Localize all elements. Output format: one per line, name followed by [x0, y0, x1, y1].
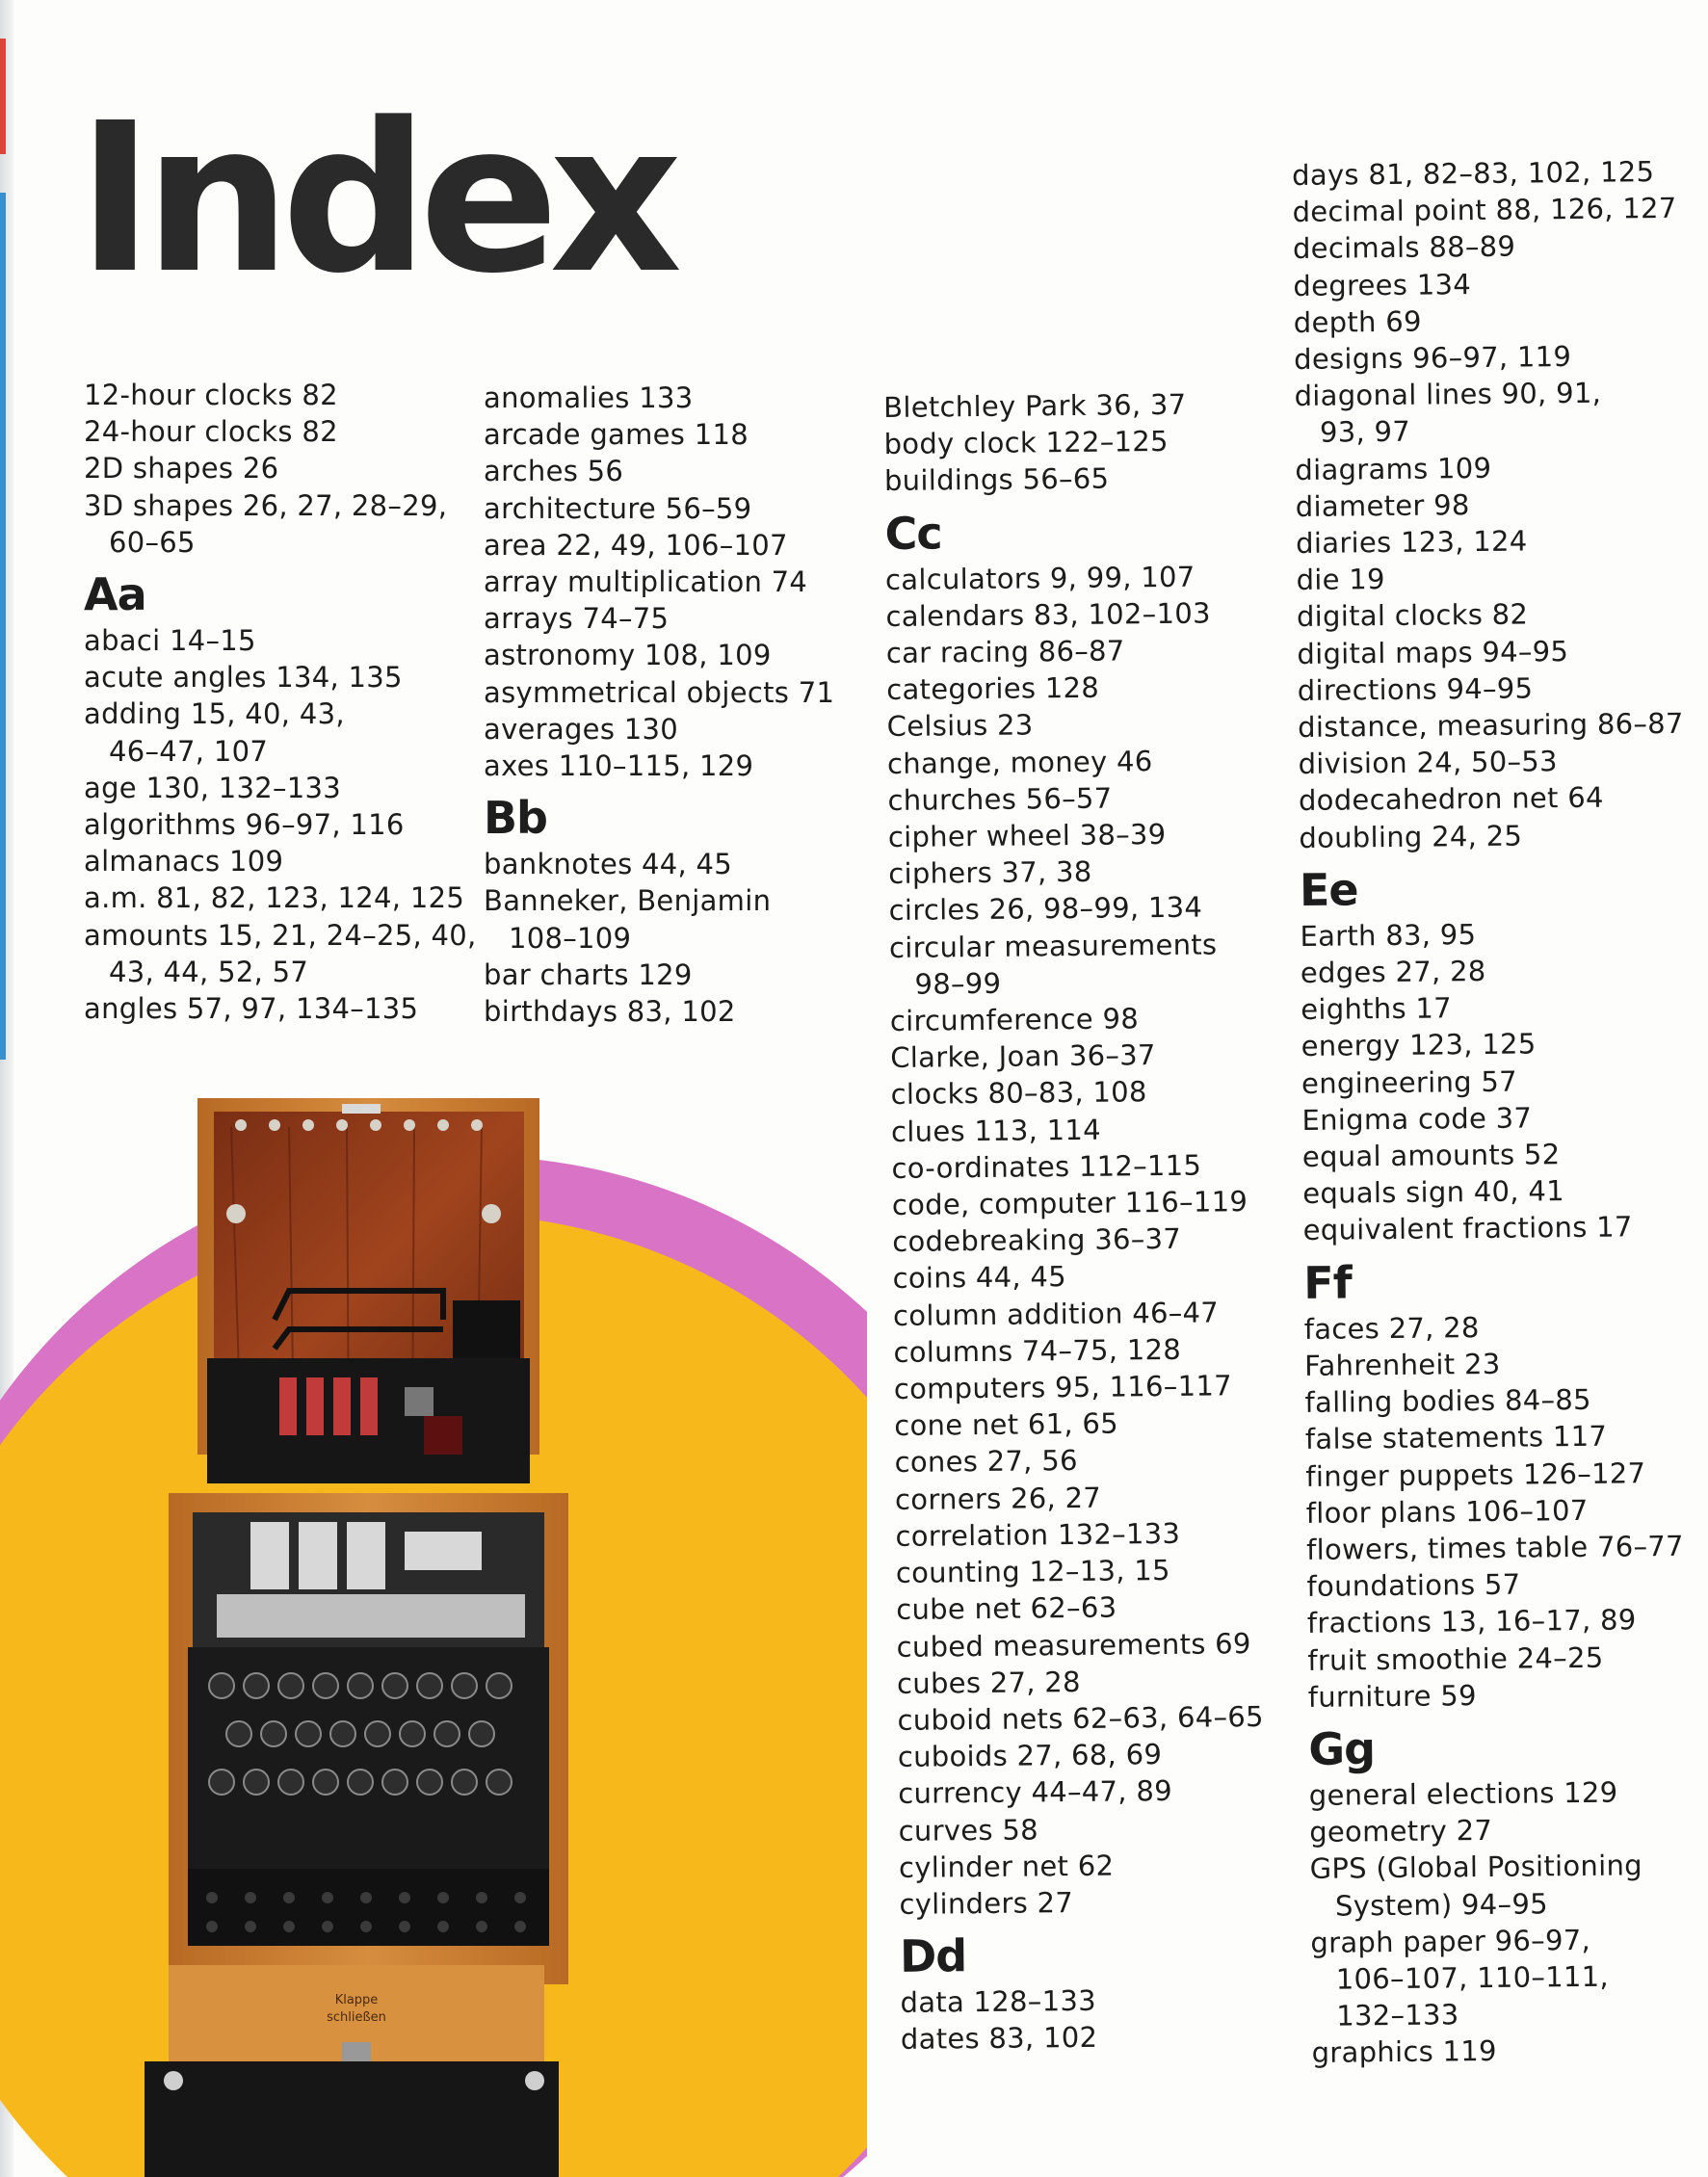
index-entry: code, computer 116–119 [891, 1185, 1248, 1222]
index-entry: buildings 56–65 [883, 461, 1110, 498]
index-entry: correlation 132–133 [895, 1516, 1181, 1553]
index-entry: falling bodies 84–85 [1304, 1382, 1591, 1420]
index-entry: digital maps 94–95 [1297, 634, 1569, 670]
index-entry: degrees 134 [1293, 267, 1472, 302]
index-entry: age 130, 132–133 [84, 771, 342, 804]
index-entry: cylinders 27 [899, 1885, 1074, 1921]
index-entry: days 81, 82–83, 102, 125 [1292, 155, 1655, 192]
index-entry: co-ordinates 112–115 [891, 1148, 1202, 1185]
index-entry: foundations 57 [1306, 1567, 1521, 1604]
index-entry: computers 95, 116–117 [893, 1369, 1233, 1406]
index-entry: circular measurements [888, 928, 1218, 964]
index-entry: distance, measuring 86–87 [1298, 706, 1684, 745]
index-entry: clues 113, 114 [890, 1113, 1102, 1148]
index-entry: abaci 14–15 [84, 624, 256, 658]
index-letter-heading: Ee [1299, 863, 1358, 916]
index-entry: dates 83, 102 [900, 2021, 1098, 2057]
index-entry: geometry 27 [1309, 1814, 1493, 1849]
index-entry: diameter 98 [1295, 487, 1470, 523]
index-entry: arcade games 118 [484, 418, 749, 452]
index-entry: column addition 46–47 [892, 1296, 1220, 1332]
index-entry: architecture 56–59 [484, 491, 752, 525]
index-entry: birthdays 83, 102 [484, 995, 736, 1029]
index-entry: banknotes 44, 45 [484, 848, 733, 881]
index-entry: almanacs 109 [84, 845, 284, 879]
index-entry: curves 58 [898, 1812, 1039, 1848]
index-entry-continuation: 60–65 [109, 525, 196, 559]
index-entry: cipher wheel 38–39 [887, 817, 1167, 854]
index-entry: corners 26, 27 [894, 1481, 1102, 1516]
index-entry: churches 56–57 [887, 781, 1113, 817]
index-entry: Earth 83, 95 [1300, 917, 1477, 953]
index-entry: arches 56 [484, 455, 624, 488]
index-entry: calendars 83, 102–103 [885, 596, 1211, 633]
index-entry: graph paper 96–97, [1310, 1923, 1591, 1959]
index-entry: car racing 86–87 [885, 634, 1125, 669]
index-entry: 2D shapes 26 [84, 452, 279, 485]
index-entry: columns 74–75, 128 [893, 1332, 1182, 1369]
index-entry: digital clocks 82 [1296, 597, 1529, 634]
index-entry: furniture 59 [1307, 1678, 1477, 1714]
index-entry-continuation: 46–47, 107 [109, 734, 269, 768]
index-entry: cubes 27, 28 [896, 1665, 1081, 1700]
index-entry: anomalies 133 [484, 381, 694, 414]
index-entry: Celsius 23 [886, 708, 1034, 744]
plate-label: schließen [327, 2010, 386, 2025]
index-entry: cones 27, 56 [894, 1444, 1078, 1480]
index-entry: adding 15, 40, 43, [84, 697, 345, 731]
index-entry: acute angles 134, 135 [84, 661, 403, 695]
index-entry: asymmetrical objects 71 [484, 675, 835, 709]
index-entry: equals sign 40, 41 [1302, 1174, 1565, 1211]
index-entry: energy 123, 125 [1301, 1027, 1537, 1063]
index-entry: astronomy 108, 109 [484, 639, 772, 672]
index-entry: currency 44–47, 89 [898, 1774, 1173, 1811]
index-entry: change, money 46 [886, 744, 1153, 780]
index-entry: Fahrenheit 23 [1303, 1347, 1501, 1382]
index-entry: ciphers 37, 38 [888, 854, 1092, 891]
index-entry-continuation: 132–133 [1336, 1998, 1459, 2033]
index-entry: bar charts 129 [484, 957, 693, 991]
index-entry: diaries 123, 124 [1296, 524, 1528, 561]
index-entry: depth 69 [1293, 304, 1422, 339]
index-entry: calculators 9, 99, 107 [884, 560, 1196, 596]
index-entry: amounts 15, 21, 24–25, 40, [84, 918, 477, 952]
index-entry: 24-hour clocks 82 [84, 415, 338, 449]
index-entry: directions 94–95 [1297, 671, 1534, 707]
index-entry: array multiplication 74 [484, 565, 808, 599]
index-entry: die 19 [1296, 563, 1386, 597]
plate-label: Klappe [334, 1993, 379, 2007]
index-letter-heading: Ff [1302, 1256, 1352, 1309]
index-entry: categories 128 [886, 670, 1100, 707]
index-entry: decimal point 88, 126, 127 [1292, 192, 1677, 229]
enigma-machine-illustration [0, 1069, 867, 2177]
index-entry: clocks 80–83, 108 [890, 1075, 1147, 1112]
index-entry: diagonal lines 90, 91, [1294, 376, 1602, 413]
index-entry-continuation: 98–99 [914, 966, 1002, 1001]
index-entry: codebreaking 36–37 [892, 1222, 1182, 1259]
index-column-2 [484, 380, 834, 1030]
index-letter-heading: Aa [84, 568, 146, 621]
spine-color-strip [0, 39, 6, 154]
index-entry: floor plans 106–107 [1305, 1493, 1589, 1530]
index-entry: body clock 122–125 [883, 425, 1169, 461]
index-letter-heading: Gg [1308, 1722, 1376, 1775]
index-entry: division 24, 50–53 [1298, 745, 1558, 781]
index-entry: cylinder net 62 [898, 1849, 1115, 1884]
page-title: Index [77, 79, 673, 319]
index-entry: angles 57, 97, 134–135 [84, 992, 419, 1026]
index-entry: flowers, times table 76–77 [1305, 1529, 1684, 1566]
index-entry: data 128–133 [900, 1983, 1097, 2020]
index-entry-continuation: 43, 44, 52, 57 [109, 955, 309, 988]
index-entry: faces 27, 28 [1303, 1310, 1480, 1346]
index-column-4 [1292, 153, 1697, 2072]
index-entry: a.m. 81, 82, 123, 124, 125 [84, 881, 465, 915]
index-entry: equivalent fractions 17 [1302, 1210, 1633, 1247]
spine-color-strip [0, 193, 6, 1060]
index-entry: algorithms 96–97, 116 [84, 808, 405, 842]
index-entry: fruit smoothie 24–25 [1307, 1640, 1604, 1677]
index-entry-continuation: System) 94–95 [1334, 1886, 1549, 1923]
index-entry: finger puppets 126–127 [1305, 1456, 1646, 1493]
index-entry: cone net 61, 65 [894, 1406, 1119, 1443]
index-entry: decimals 88–89 [1292, 229, 1516, 266]
index-entry: Bletchley Park 36, 37 [883, 387, 1187, 424]
index-entry: diagrams 109 [1295, 451, 1492, 486]
index-entry: Banneker, Benjamin [484, 884, 772, 918]
index-entry: cuboid nets 62–63, 64–65 [897, 1699, 1264, 1737]
index-entry: equal amounts 52 [1301, 1138, 1561, 1174]
index-entry: cube net 62–63 [896, 1590, 1117, 1627]
index-entry-continuation: 93, 97 [1319, 415, 1411, 450]
index-column-1 [84, 377, 477, 1027]
index-entry: cuboids 27, 68, 69 [897, 1738, 1163, 1774]
index-entry: designs 96–97, 119 [1294, 339, 1572, 377]
index-entry: edges 27, 28 [1300, 954, 1486, 990]
index-entry-continuation: 108–109 [509, 921, 632, 955]
index-entry: area 22, 49, 106–107 [484, 528, 788, 562]
index-entry: 12-hour clocks 82 [84, 379, 338, 411]
index-entry: 3D shapes 26, 27, 28–29, [84, 488, 448, 522]
index-entry-continuation: 106–107, 110–111, [1335, 1959, 1610, 1996]
index-entry: arrays 74–75 [484, 602, 670, 636]
index-entry: dodecahedron net 64 [1298, 781, 1604, 818]
index-entry: false statements 117 [1304, 1419, 1608, 1456]
index-entry: engineering 57 [1301, 1064, 1518, 1100]
index-entry: Enigma code 37 [1301, 1101, 1533, 1137]
index-letter-heading: Bb [484, 792, 547, 845]
index-entry: averages 130 [484, 712, 678, 746]
index-entry: counting 12–13, 15 [895, 1554, 1170, 1590]
index-entry: coins 44, 45 [892, 1260, 1067, 1296]
index-entry: circles 26, 98–99, 134 [888, 891, 1203, 928]
index-entry: eighths 17 [1301, 991, 1453, 1027]
index-entry: graphics 119 [1311, 2034, 1497, 2070]
index-letter-heading: Dd [899, 1929, 967, 1983]
index-letter-heading: Cc [884, 506, 942, 560]
index-entry: doubling 24, 25 [1299, 819, 1523, 854]
index-entry: axes 110–115, 129 [484, 749, 754, 783]
index-entry: Clarke, Joan 36–37 [890, 1038, 1156, 1075]
index-entry: circumference 98 [889, 1002, 1140, 1038]
index-entry: general elections 129 [1308, 1775, 1618, 1812]
index-column-3 [883, 385, 1267, 2058]
index-entry: fractions 13, 16–17, 89 [1306, 1603, 1637, 1640]
index-entry: GPS (Global Positioning [1309, 1849, 1643, 1886]
index-entry: cubed measurements 69 [896, 1626, 1251, 1664]
